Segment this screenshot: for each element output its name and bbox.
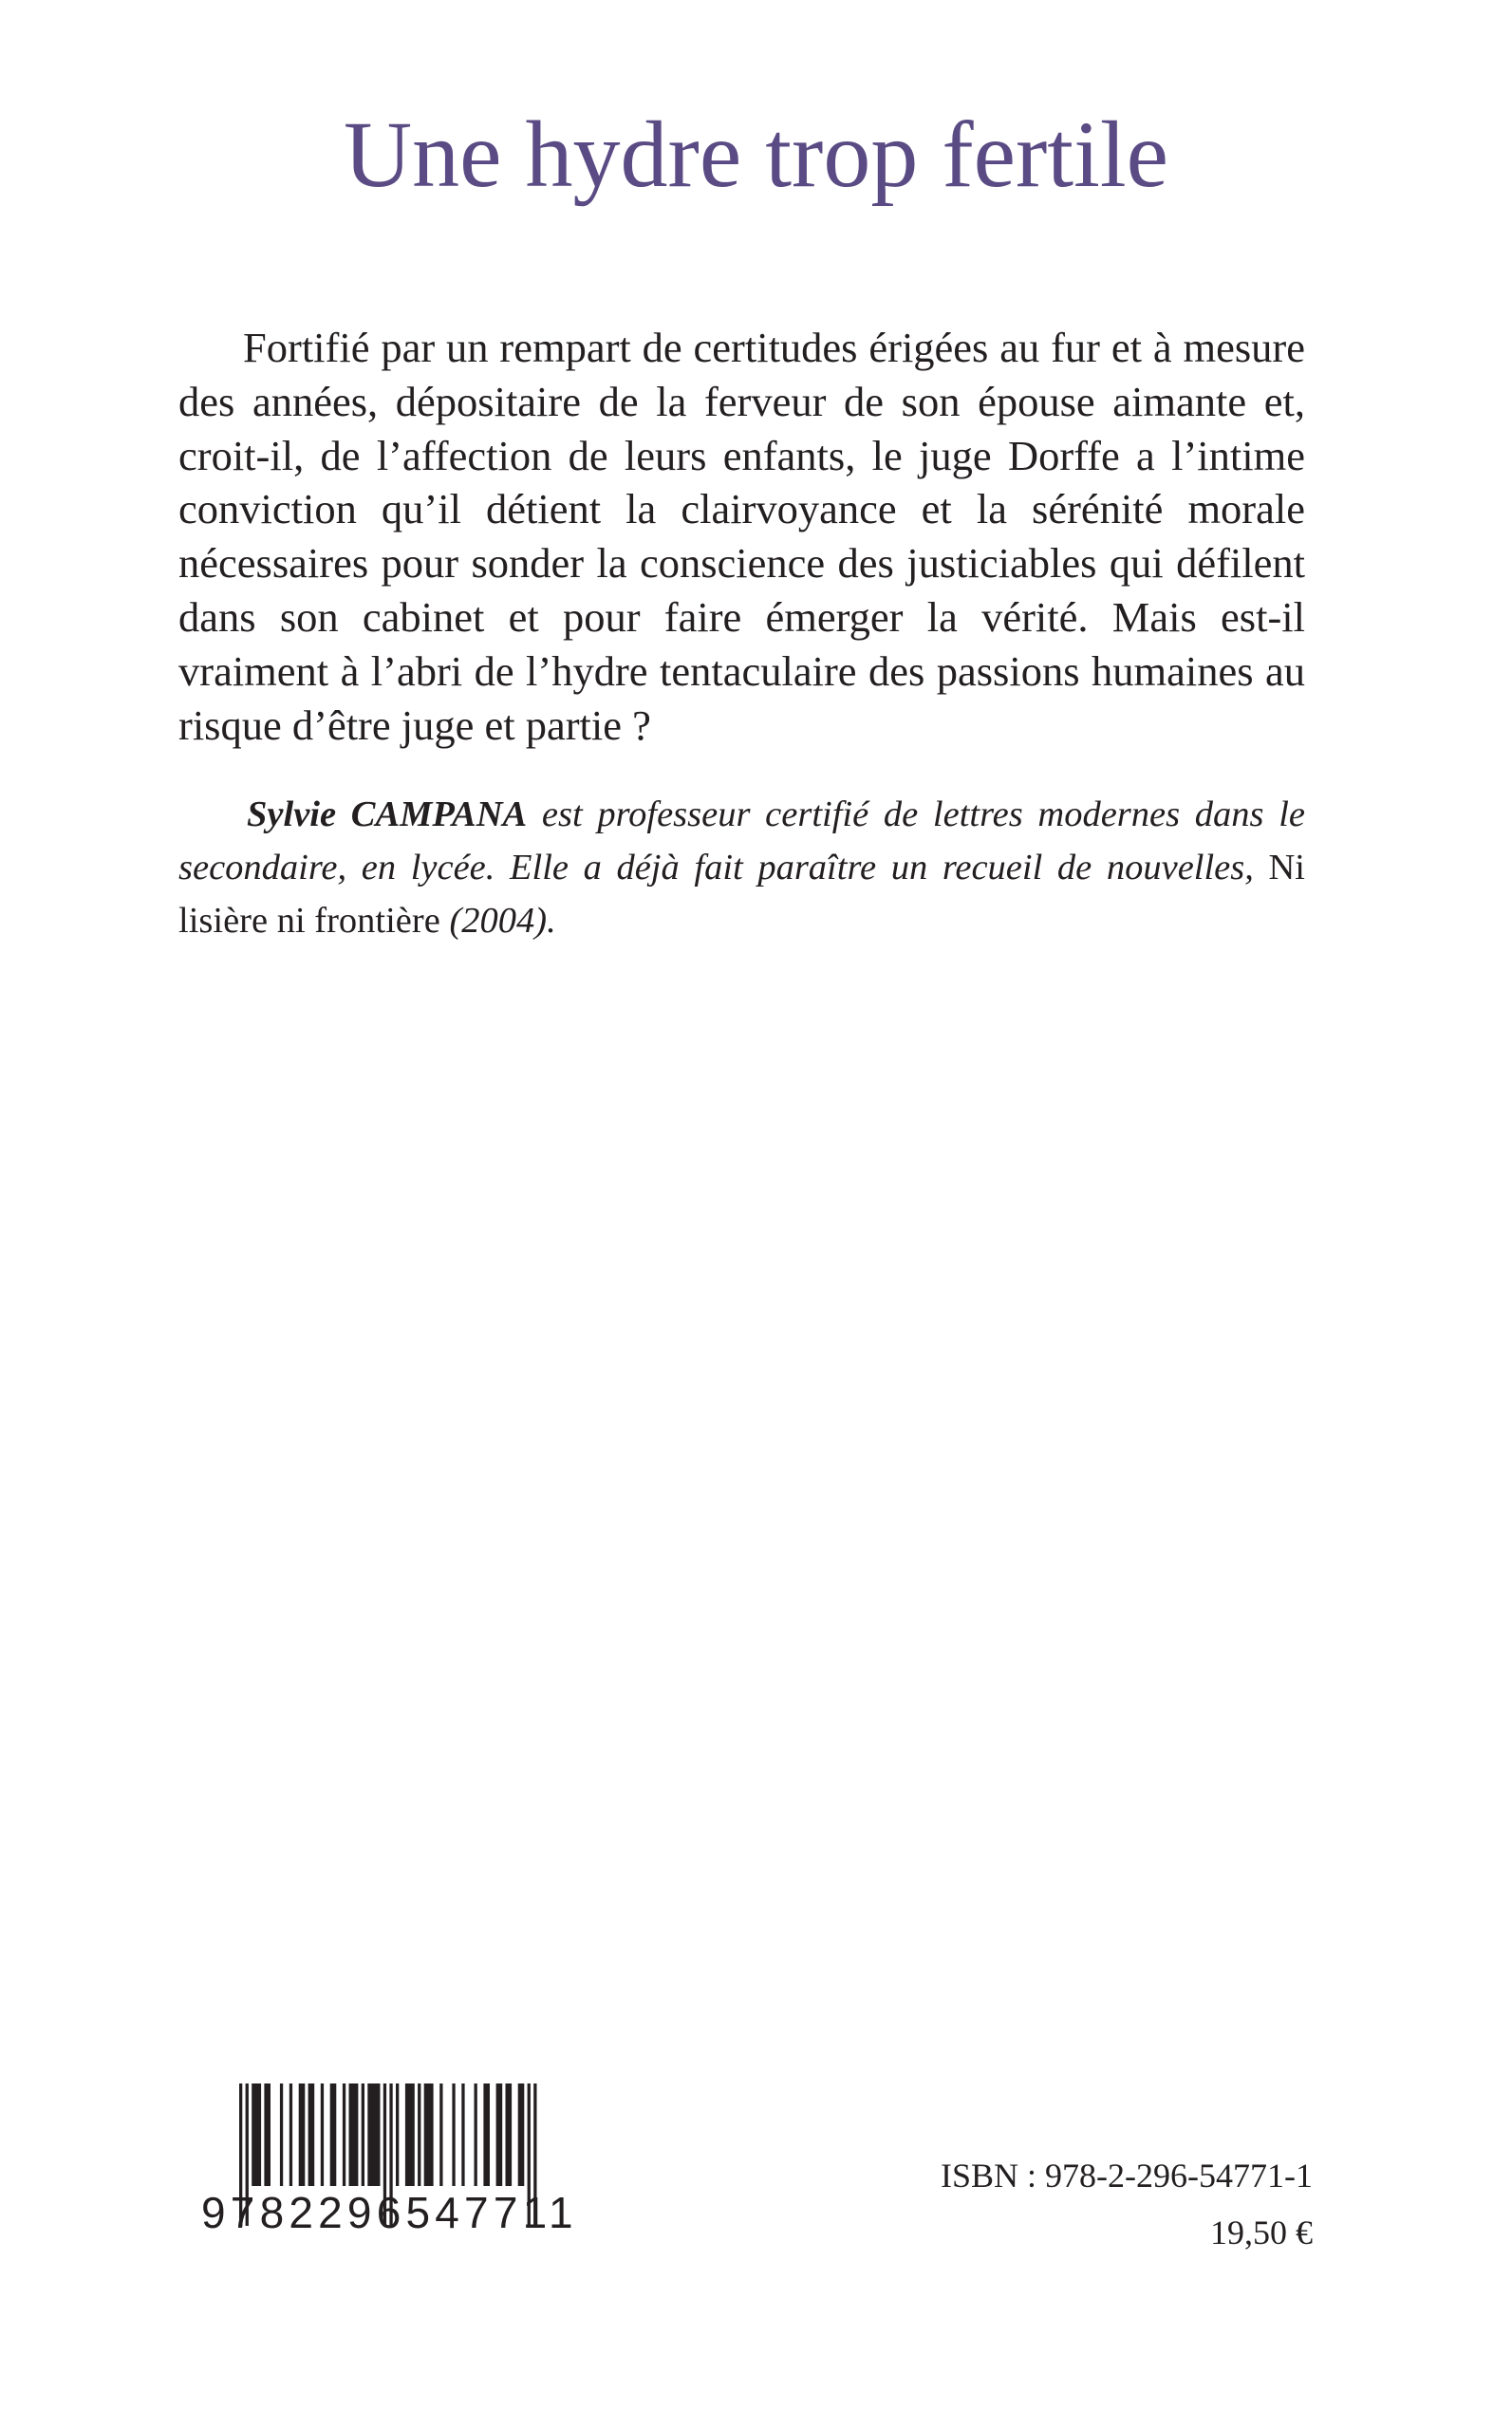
barcode-icon xyxy=(201,2083,576,2283)
barcode-bar xyxy=(396,2083,399,2186)
author-name: Sylvie CAMPANA xyxy=(247,794,528,834)
synopsis-paragraph: Fortifié par un rempart de certitudes érigées au fur et à mesure des années, dépositaire de la ferveur de son épouse aimante et, croit-il, de l’affection de leurs enfants, le juge Dorffe a l’intime conviction qu’il détient la clairvoyance et la sérénité morale nécessaires pour sonder la conscience des justiciables qui défilent dans son cabinet et pour faire émerger la vérité. Mais est-il vraiment à l’abri de l’hydre tentaculaire des passions humaines au risque d’être juge et partie ? xyxy=(178,324,1305,749)
barcode-bar xyxy=(475,2083,477,2186)
barcode-bar xyxy=(280,2083,283,2186)
barcode-bar xyxy=(252,2083,261,2186)
barcode-bar xyxy=(439,2083,442,2186)
barcode-bar xyxy=(496,2083,503,2186)
barcode-bar xyxy=(321,2083,324,2186)
author-bio-text: est professeur certifié de lettres modernes dans le secondaire, en lycée. Elle a déjà fait paraître un recueil de nouvelles, xyxy=(178,794,1306,887)
previous-book-title: Ni lisière ni frontière xyxy=(178,848,1305,941)
price-label: 19,50 € xyxy=(1210,2214,1313,2251)
previous-book-year: (2004). xyxy=(439,901,556,941)
barcode-bar xyxy=(299,2083,306,2186)
barcode-bar xyxy=(424,2083,434,2186)
barcode-bar xyxy=(461,2083,464,2186)
barcode-number: 9782296547711 xyxy=(201,2188,578,2237)
barcode-bar xyxy=(506,2083,513,2186)
barcode-bar xyxy=(362,2083,364,2186)
barcode-bar xyxy=(405,2083,415,2186)
barcode-bar xyxy=(349,2083,359,2186)
barcode-bar xyxy=(289,2083,292,2186)
barcode-bar xyxy=(264,2083,271,2186)
barcode-bars xyxy=(201,2083,576,2283)
barcode-bar xyxy=(518,2083,525,2186)
isbn-label: ISBN : 978-2-296-54771-1 xyxy=(941,2157,1313,2195)
barcode-bar xyxy=(343,2083,345,2186)
barcode-bar xyxy=(452,2083,455,2186)
author-bio-paragraph xyxy=(178,788,1305,947)
barcode-bar xyxy=(330,2083,337,2186)
book-title: Une hydre trop fertile xyxy=(343,102,1169,207)
barcode-bar xyxy=(308,2083,315,2186)
barcode-bar xyxy=(483,2083,490,2186)
barcode-bar xyxy=(418,2083,420,2186)
barcode-bar xyxy=(367,2083,380,2186)
